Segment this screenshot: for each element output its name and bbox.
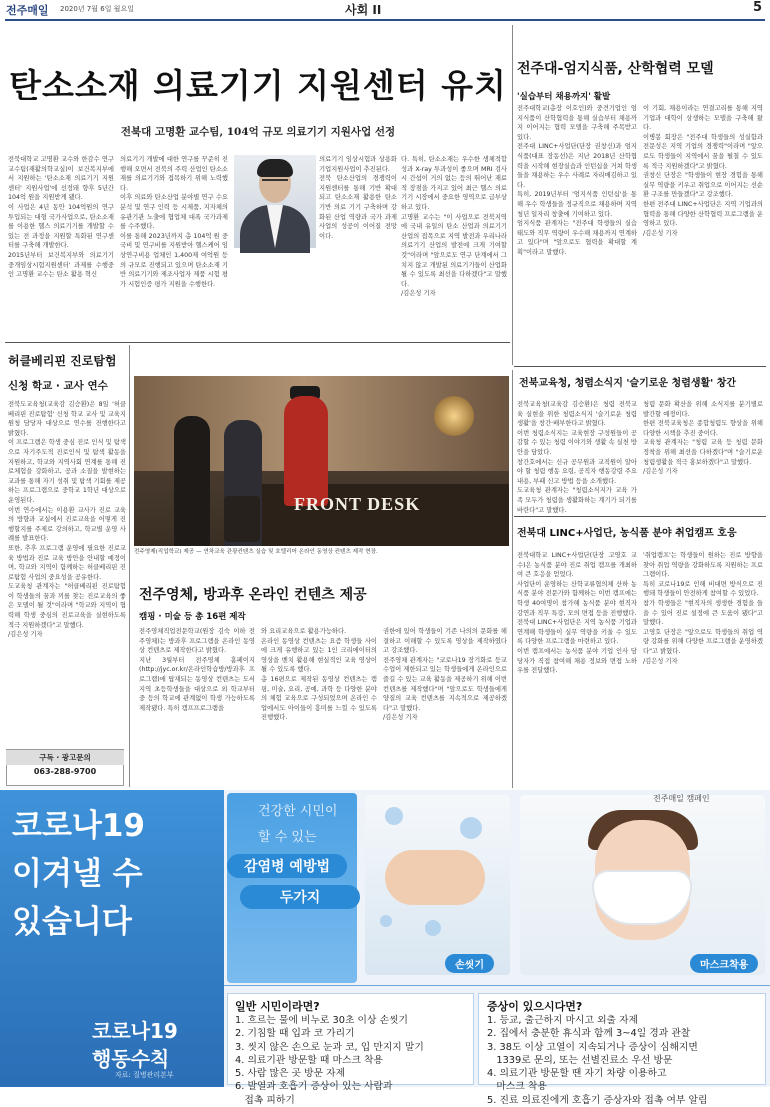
page-number: 5	[753, 0, 763, 15]
symptoms-list	[487, 1014, 763, 1107]
general-citizen-list-item: 6. 발열과 호흡기 증상이 있는 사람과	[235, 1081, 393, 1093]
sidebar-subheadline: 신청 학교 · 교사 연수	[8, 380, 108, 392]
newspaper-brand: 전주매일	[6, 4, 49, 17]
lead-column-1: 전북대학교 고명환 교수와 한감수 연구교수팀(재활의학교실)이 보건복지부에서 지원하는 '탄소소재 의료기기 지원센터' 지원사업'에 선정돼 향후 5년간 104억 원을 지원받게 됐다. 이 사업은 4년 동안 104억원의 연구 투입되는 대형 국가사업으로, 탄소소재를 이용한 헬스 의료기기를 개발할 수 있는 전 과정을 지원할 특화된 연구센터를 구축해 개발한다. 2015년부터 보건복지부와 의료기기 중개임상시험지원센터' 과제를 수행중인 고명환 교수는 탄소 활용 혁신	[8, 156, 114, 279]
subscription-title: 구독 · 광고문의	[6, 750, 124, 765]
linc-headline: 전북대 LINC+사업단, 농식품 분야 취업캠프 호응	[517, 528, 737, 539]
lead-subheadline: 전북대 고명환 교수팀, 104억 규모 의료기기 지원사업 선정	[120, 126, 396, 138]
section-name: 사회 II	[345, 3, 382, 17]
section-rule	[5, 342, 510, 343]
lead-column-3: 의료기기 임상시험과 상용화 기업지원사업이 추진된다. 전북 탄소산업의 경쟁력이 지원센터를 통해 기반 확대되고 탄소소재 활용한 탄소기반 의료 기기 구축하며 강화된 산업 역량과 국가 과제 사업의 성공이 이어질 전망이다.	[319, 156, 397, 240]
sidebar-headline: 허클베리핀 진로탐험	[8, 354, 117, 368]
action-guide-title-2: 행동수칙	[92, 1047, 170, 1071]
prevention-pill-1: 감염병 예방법	[227, 854, 347, 878]
column-divider	[512, 370, 513, 788]
symptoms-list-item: 2. 집에서 충분한 휴식과 함께 3~4일 경과 관찰	[487, 1028, 691, 1040]
column-divider	[512, 25, 513, 365]
symptoms-list-item: 5. 진료 의료진에게 호흡기 증상자와 접촉 여부 알림	[487, 1094, 708, 1106]
campaign-caption-1: 건강한 시민이	[258, 804, 338, 819]
general-citizen-list-item: 5. 사람 많은 곳 방문 자제	[235, 1068, 346, 1080]
banner-divider	[224, 985, 770, 986]
lead-column-4: 다. 특히, 탄소소재는 우수한 생체적합성과 X-ray 투과성이 좋으며 MRI 검사 시 간섭이 거의 없는 등의 뛰어난 재료적 장점을 가지고 있어 최근 헬스 의료기기 시장에서 중요한 영역으로 급부상하고 있다. 고명환 교수는 "이 사업으로 전북지역에 국내 유일의 탄소 산업과 의료기기 산업의 접목으로 지역 발전과 우리나라 의료기기 산업의 발전에 크게 기여할 것"이라며 "앞으로도 연구 단계에서 그치지 않고 개발된 의료기기들이 산업화 될 수 있도록 최선을 다하겠다"고 말했다. /김은성 기자	[401, 156, 507, 298]
campaign-slogan-line-2: 이겨낼 수	[12, 856, 143, 892]
edu-column-2: 청렴 문화 확산을 위해 소식지를 분기별로 발간할 예정이다. 한편 전북교육청은 종합청렴도 향상을 위해 다양한 시책을 추진 중이다. 교육청 관계자는 "청렴 교육 등 청렴 문화 정착을 위해 최선을 다하겠다"며 "슬기로운 청렴생활을 적극 홍보하겠다"고 말했다. /김은성 기자	[643, 401, 763, 476]
sidebar-body: 전북도교육청(교육감 김승환)은 8일 '허클베리핀 진로탐험' 신청 학교 교사 및 교육지원청 담당자 대상으로 연수를 진행한다고 밝혔다. 이 프로그램은 학생 중심 진로 인식 및 탐색으로 자기주도적 진로인식 및 탐색 활동을 지원하고, 학교와 지역사회 연계를 통해 진로체험을 강화하고, 공과 소질을 발현하는 교과를 통해 자기 성취 및 탐색 기회를 제공하는 프로그램으로 중학교 1학년 대상으로 운영된다. 이번 연수에서는 이용환 교사가 진로 교육의 방향과 교실에서 진로교육을 어떻게 진행할지를 주제로 강의하고, 학교별 운영 사례를 발표한다. 또한, 추후 프로그램 운영에 필요한 진로교육 방법과 진로 교육 방안을 안내할 예정이며, 학교와 지역이 함께하는 허클베리핀 진로탐험 사업의 중요성을 공유한다. 도교육청 관계자는 "허클베리핀 진로탐험이 학생들의 꿈과 끼를 찾는 진로교육의 좋은 모델이 될 것"이라며 "학교와 지역이 협력해 학생 중심의 진로교육을 실현하도록 적극 지원하겠다"고 말했다. /김은성 기자	[8, 401, 126, 639]
linc-column-2: '취업캠프'는 학생들이 원하는 진로 방향을 찾아 취업 역량을 강화하도록 지원하는 프로그램이다. 특히 코로나19로 인해 비대면 방식으로 진행돼 학생들이 안전하게 참여할 수 있었다. 참가 학생들은 "현직자의 생생한 경험을 들을 수 있어 진로 설정에 큰 도움이 됐다"고 말했다. 고영호 단장은 "앞으로도 학생들의 취업 역량 강화를 위해 다양한 프로그램을 운영하겠다"고 밝혔다. /김은성 기자	[643, 552, 763, 665]
edu-column-1: 전북교육청(교육감 김승환)은 청렴 전북교육 실현을 위한 청렴소식지 '슬기로운 청렴생활'을 창간·배부한다고 밝혔다. 이번 청렴소식지는 교육현장 구성원들이 공감할 수 있는 청렴 이야기와 생활 속 실천 방안을 담았다. 창간호에서는 신규 공무원과 교직원이 알아야 할 청렴 행동 요령, 공직자 행동강령 주요 내용, 부패 신고 방법 등을 소개했다. 도교육청 관계자는 "청렴소식지가 교육 가족 모두가 청렴을 생활화하는 계기가 되기를 바란다"고 말했다.	[517, 401, 637, 514]
campaign-caption-2: 할 수 있는	[258, 830, 317, 845]
column-divider	[129, 345, 130, 787]
front-desk-photo	[134, 376, 509, 546]
jeonju-headline: 전주대-엄지식품, 산학협력 모델	[517, 61, 714, 77]
symptoms-list-item: 1. 등교, 출근하지 마시고 외출 자제	[487, 1015, 639, 1026]
online-headline: 전주영체, 방과후 온라인 컨텐츠 제공	[139, 587, 367, 603]
mask-label: 마스크착용	[690, 954, 758, 973]
lead-headline: 탄소소재 의료기기 지원센터 유치	[9, 66, 507, 105]
online-subheadline: 캠핑 · 미술 등 총 16편 제작	[139, 612, 246, 622]
general-citizen-list	[235, 1014, 471, 1107]
header-rule	[5, 19, 765, 21]
edu-headline: 전북교육청, 청렴소식지 '슬기로운 청렴생활' 창간	[519, 378, 737, 389]
general-citizen-list-item: 1. 흐르는 물에 비누로 30초 이상 손씻기	[235, 1015, 408, 1026]
photo-caption: 전주영제(직업학교) 제공 — 연차교육 관광컨텐츠 실습 및 호텔리어 온라인 동영상 컨텐츠 제작 현장.	[134, 549, 378, 555]
subscription-phone: 063-288-9700	[33, 767, 97, 776]
handwashing-illustration	[365, 795, 510, 975]
section-rule	[514, 366, 766, 367]
jeonju-subheadline: '실습부터 채용까지' 활발	[517, 92, 611, 102]
symptoms-list-item: 4. 의료기관 방문할 땐 자기 차량 이용하고	[487, 1068, 667, 1080]
campaign-sponsor: 전주매일 캠페인	[653, 794, 710, 803]
general-citizen-list-item: 2. 기침할 때 입과 코 가리기	[235, 1028, 355, 1040]
general-citizen-list-item: 접촉 피하기	[235, 1094, 295, 1106]
front-desk-sign: FRONT DESK	[294, 494, 421, 514]
symptoms-list-item: 3. 38도 이상 고열이 지속되거나 증상이 심해지면	[487, 1041, 698, 1053]
online-column-3: 권한에 있어 학생들이 기존 나의의 문화를 해결하고 이해할 수 있도록 영상을 제작하였다고 강조했다. 전주영체 관계자는 "코로나19 장기화로 등교 수업이 제한되고 있는 학생들에게 온라인으로 즐길 수 있는 교육 활동을 제공하기 위해 이번 컨텐츠를 제작했다"며 "앞으로도 학생들에게 양질의 교육 컨텐츠를 지속적으로 제공하겠다"고 말했다. /김은성 기자	[383, 628, 507, 722]
lead-column-2: 의료기기 개발에 대한 연구를 꾸준히 진행해 오면서 전북의 주력 산업인 탄소소재를 의료기기와 접목하기 위해 노력했다. 이후 의료와 탄소산업 분야별 연구 수요 분석 및 연구 인력 등 시제품, 지자체의 유관기관 노출에 협업체 대폭 국가과제를 수주했다. 이를 통해 2023년까지 총 104억 원 중 국비 및 연구비를 지원받아 헬스케어 임상연구비용 업체인 1,400제 여억원 등의 규모로 진행되고 있으며 탄소소재 기반 의료기기와 제조사업자 제품 시험 평가 시험인증 평가 지원을 수행한다.	[120, 156, 228, 288]
jeonju-column-1: 전주대학교(총장 이호인)와 중견기업인 엄지식품이 산학협력을 통해 실습부터 채용까지 이어지는 협력 모델을 구축해 주목받고 있다. 전주대 LINC+사업단(단장 권창신)과 엄지식품(대표 장동선)은 지난 2018년 산학협력을 시작해 현장실습과 인턴십을 거쳐 학생들을 채용하는 우수 사례로 자리매김하고 있다. 특히, 2019년부터 '엄지식품 인턴십'을 통해 우수 학생들을 정규직으로 채용하며 지역 청년 일자리 창출에 기여하고 있다. 엄지식품 관계자는 "전주대 학생들의 실습 태도와 직무 역량이 우수해 채용까지 연계하고 있다"며 "앞으로도 협력을 확대할 계획"이라고 말했다.	[517, 105, 637, 256]
section-rule	[514, 516, 766, 517]
online-column-2: 와 요리교육으로 활용가능하다. 온라인 동영상 컨텐츠는 요즘 학생들 사이에 크게 유행하고 있는 1인 크리에이터의 영상을 벤치 활용해 현실적인 교육 영상이 될 수 있도록 했다. 총 16편으로 제작된 동영상 컨텐츠는 캠핑, 미술, 요리, 공예, 과학 등 다양한 분야의 체험 교육으로 구성되었으며 온라인 수업에서도 아이들이 흥미를 느낄 수 있도록 진행했다.	[261, 628, 377, 722]
action-guide-title-1: 코로나19	[92, 1019, 178, 1043]
linc-column-1: 전북대학교 LINC+사업단(단장 고영호 교수)은 농식품 분야 진로 취업 캠프를 개최하여 큰 호응을 얻었다. 사업단이 운영하는 산학교류협의체 산하 농식품 분야 전문가와 함께하는 이번 캠프에는 학생 40여명이 참가해 농식품 분야 현직자 강연과 직무 특강, 모의 면접 등을 진행했다. 전북대 LINC+사업단은 지역 농식품 기업과 연계해 학생들이 실무 역량을 키울 수 있도록 다양한 프로그램을 마련하고 있다. 이번 캠프에서는 농식품 분야 기업 인사 담당자가 직접 참여해 채용 정보와 면접 노하우를 전달했다.	[517, 552, 637, 675]
handwashing-label: 손씻기	[445, 954, 494, 973]
symptoms-list-item: 마스크 착용	[487, 1081, 547, 1093]
general-citizen-list-item: 3. 씻지 않은 손으로 눈과 코, 입 만지지 말기	[235, 1041, 424, 1053]
issue-date: 2020년 7월 6일 월요일	[60, 5, 134, 13]
general-citizen-heading: 일반 시민이라면?	[235, 1000, 320, 1013]
symptoms-list-item: 1339로 문의, 또는 선별진료소 우선 방문	[487, 1054, 673, 1066]
online-column-1: 전주영체직업전문학교(원장 김숙 이하 전주영체)는 방과후 프로그램을 온라인 동영상 컨텐츠로 제작한다고 밝혔다. 지난 3월부터 전주영체 홈페이지(http://jyc.or.kr/온라인학습방/방과후 프로그램)에 탑재되는 동영상 컨텐츠는 도서 지역 초등학생들을 대상으로 외 학교부터 중 등의 학교에 관계없이 학생 가능하도록 제작됐다. 특히 캠프프로그램을	[139, 628, 255, 712]
campaign-slogan-line-1: 코로나19	[12, 808, 145, 844]
symptoms-heading: 증상이 있으시다면?	[487, 1000, 583, 1013]
prevention-pill-2: 두가지	[240, 885, 360, 909]
mask-illustration	[520, 795, 765, 975]
campaign-slogan-line-3: 있습니다	[12, 904, 132, 940]
jeonju-column-2: 이 기회, 채용이라는 연결고리를 통해 지역 기업과 대학이 상생하는 모델을 구축해 왔다. 이병봉 회장은 "전주대 학생들의 성실함과 전문성은 지역 기업의 경쟁력"이라며 "앞으로도 학생들이 지역에서 꿈을 펼칠 수 있도록 적극 지원하겠다"고 밝혔다. 권창신 단장은 "학생들이 현장 경험을 통해 실무 역량을 키우고 취업으로 이어지는 선순환 구조를 만들겠다"고 강조했다. 한편 전주대 LINC+사업단은 지역 기업과의 협력을 통해 다양한 산학협력 프로그램을 운영하고 있다. /김은성 기자	[643, 105, 763, 237]
general-citizen-list-item: 4. 의료기관 방문할 때 마스크 착용	[235, 1054, 383, 1066]
professor-photo	[234, 155, 316, 248]
campaign-source: 자료: 질병관리본부	[115, 1071, 174, 1079]
